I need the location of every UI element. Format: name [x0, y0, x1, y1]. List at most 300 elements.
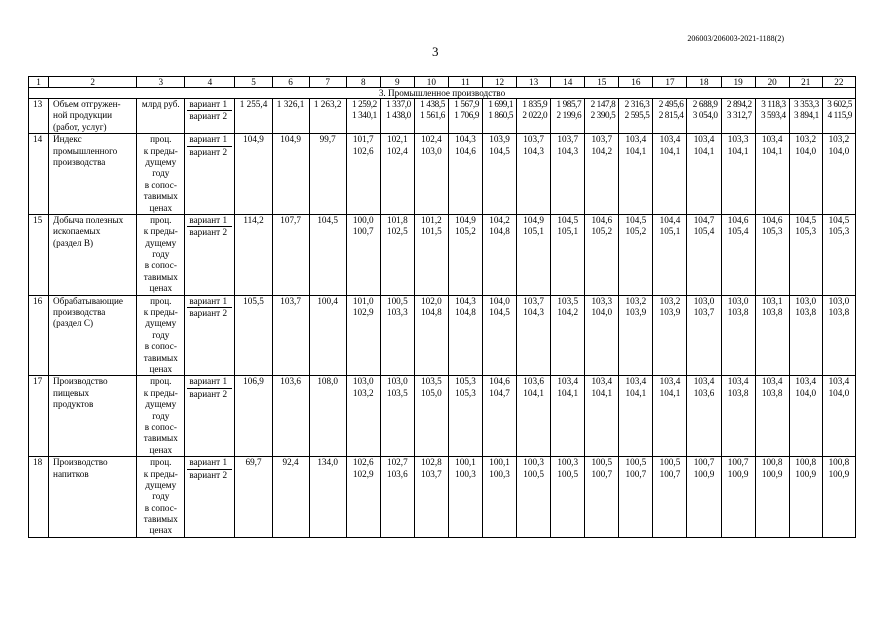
indicator-name: [49, 214, 137, 295]
forecast-value: [619, 214, 653, 295]
variant-1-value: 2 688,9: [692, 99, 718, 109]
variant-2-value: 103,9: [659, 307, 681, 318]
variant-1-value: 103,4: [625, 376, 647, 387]
page-number: 3: [432, 44, 439, 59]
variant-2-value: 104,7: [489, 387, 510, 398]
variant-labels: [185, 99, 235, 134]
variant-2-value: 104,0: [795, 145, 817, 156]
forecast-value: [448, 99, 482, 134]
indicator-name-line: Добыча полезных: [53, 214, 124, 225]
variant-2-value: 2 390,5: [590, 110, 616, 121]
forecast-value: [755, 295, 789, 376]
base-year-value: [235, 99, 272, 134]
variant-2-value: 104,3: [557, 145, 579, 156]
unit-line: дущему: [145, 479, 177, 490]
column-number-7: 7: [309, 77, 346, 88]
variant-1-value: 102,7: [386, 457, 408, 468]
variant-2-value: 104,1: [523, 387, 544, 398]
variant-2-value: 1 340,1: [352, 110, 377, 121]
variant-1-value: 101,2: [421, 214, 442, 225]
variant-1-value: 103,3: [591, 295, 613, 306]
variant-1-value: 100,1: [489, 457, 510, 468]
variant-2-value: 105,3: [761, 226, 783, 237]
forecast-value: [755, 99, 789, 134]
variant-1-value: 1 259,2: [352, 99, 377, 109]
variant-2-value: 104,1: [625, 387, 647, 398]
indicator-name-line: производства: [53, 156, 106, 167]
unit: [137, 99, 185, 134]
spacer: [51, 514, 134, 525]
variant-2-value: 100,3: [489, 468, 510, 479]
column-number-22: 22: [822, 77, 855, 88]
base-year-value-text: 105,5: [243, 295, 264, 306]
indicator-name-line: Производство: [53, 457, 108, 468]
variant-2-value: 104,2: [557, 307, 579, 318]
variant-2-value: 3 312,7: [726, 110, 752, 121]
forecast-value: [687, 134, 721, 215]
variant-2-value: 101,5: [421, 226, 442, 237]
variant-2-label: вариант 2: [187, 388, 232, 400]
forecast-value: [517, 134, 551, 215]
variant-2-value: 104,1: [557, 387, 579, 398]
variant-2-value: 103,8: [727, 307, 749, 318]
variant-2-label: вариант 2: [187, 146, 232, 158]
variant-2-value: 105,3: [455, 387, 476, 398]
unit-line: в сопос-: [144, 260, 177, 271]
variant-2-value: 105,1: [557, 226, 579, 237]
forecast-value: [448, 376, 482, 457]
base-year-value-text: 99,7: [319, 134, 336, 145]
forecast-value: [822, 295, 855, 376]
base-year-value: [235, 214, 272, 295]
table-row: [29, 295, 856, 376]
variant-1-value: 2 495,6: [658, 99, 684, 109]
spacer: [51, 364, 134, 375]
spacer: [51, 480, 134, 491]
forecast-value: [653, 457, 687, 538]
indicator-name-line: продуктов: [53, 399, 94, 410]
variant-2-value: 3 054,0: [692, 110, 718, 121]
variant-1-value: 3 118,3: [761, 99, 786, 109]
forecast-value: [619, 99, 653, 134]
row-number-text: 18: [33, 457, 43, 468]
variant-1-value: 104,5: [828, 214, 850, 225]
column-number-12: 12: [483, 77, 517, 88]
spacer: [51, 353, 134, 364]
variant-1-value: 1 835,9: [522, 99, 548, 109]
column-number-18: 18: [687, 77, 721, 88]
spacer: [51, 433, 134, 444]
forecast-value: [380, 295, 414, 376]
variant-1-value: 103,0: [693, 295, 715, 306]
column-number-11: 11: [448, 77, 482, 88]
unit-line: дущему: [145, 318, 177, 329]
spacer: [51, 260, 134, 271]
forecast-value: [483, 295, 517, 376]
variant-1-value: 100,5: [591, 457, 613, 468]
forecast-value: [346, 295, 380, 376]
variant-2-value: 100,7: [625, 468, 647, 479]
forecast-value: [517, 376, 551, 457]
base-year-value: [309, 457, 346, 538]
variant-1-value: 103,6: [523, 376, 544, 387]
variant-1-value: 100,5: [386, 295, 408, 306]
variant-2-value: 1 860,5: [488, 110, 514, 121]
forecast-value: [619, 376, 653, 457]
spacer: [51, 491, 134, 502]
variant-1-value: 100,5: [659, 457, 681, 468]
forecast-value: [483, 99, 517, 134]
indicator-name: [49, 295, 137, 376]
indicator-name: [49, 99, 137, 134]
unit-line: к преды-: [143, 226, 178, 237]
variant-1-value: 100,3: [523, 457, 544, 468]
unit-line: к преды-: [143, 387, 178, 398]
variant-2-value: 1 706,9: [454, 110, 480, 121]
variant-1-value: 103,0: [352, 376, 374, 387]
unit-line: году: [152, 249, 170, 260]
table-row: [29, 214, 856, 295]
indicator-name-line: производства: [53, 307, 106, 318]
forecast-value: [585, 214, 619, 295]
variant-1-value: 103,4: [761, 376, 783, 387]
variant-1-value: 103,0: [795, 295, 817, 306]
spacer: [51, 525, 134, 536]
column-number-6: 6: [272, 77, 309, 88]
forecast-value: [789, 376, 822, 457]
variant-1-label: вариант 1: [189, 376, 228, 387]
forecast-value: [346, 214, 380, 295]
variant-1-value: 100,5: [625, 457, 647, 468]
forecast-value: [721, 214, 755, 295]
variant-labels: [185, 457, 235, 538]
indicator-name-line: (работ, услуг): [53, 121, 107, 132]
forecast-value: [585, 457, 619, 538]
forecast-value: [448, 457, 482, 538]
variant-2-value: 100,7: [659, 468, 681, 479]
indicator-name-line: Производство: [53, 376, 108, 387]
base-year-value-text: 108,0: [317, 376, 338, 387]
column-number-1: 1: [29, 77, 49, 88]
variant-1-value: 104,6: [489, 376, 510, 387]
base-year-value: [309, 214, 346, 295]
variant-2-value: 105,1: [523, 226, 544, 237]
base-year-value-text: 104,9: [243, 134, 264, 145]
unit-line: году: [152, 329, 170, 340]
variant-1-label: вариант 1: [189, 134, 228, 145]
variant-2-value: 100,9: [761, 468, 783, 479]
unit-line: к преды-: [143, 145, 178, 156]
variant-1-value: 103,5: [557, 295, 579, 306]
forecast-value: [822, 376, 855, 457]
unit-line: ценах: [149, 525, 173, 536]
unit-line: тавимых: [143, 433, 178, 444]
forecast-value: [721, 99, 755, 134]
base-year-value: [272, 295, 309, 376]
unit: [137, 457, 185, 538]
forecast-value: [755, 134, 789, 215]
forecast-value: [380, 99, 414, 134]
forecast-value: [380, 214, 414, 295]
variant-2-value: 105,3: [795, 226, 817, 237]
forecast-value: [619, 295, 653, 376]
column-number-19: 19: [721, 77, 755, 88]
unit-line: проц.: [150, 214, 172, 225]
indicator-name-line: промышленного: [53, 145, 118, 156]
unit: [137, 214, 185, 295]
table-row: [29, 376, 856, 457]
base-year-value: [235, 295, 272, 376]
base-year-value: [272, 214, 309, 295]
variant-2-value: 4 115,9: [827, 110, 852, 121]
variant-2-value: 104,8: [489, 226, 510, 237]
variant-2-value: 103,8: [828, 307, 850, 318]
forecast-value: [585, 134, 619, 215]
variant-1-value: 104,6: [727, 214, 749, 225]
variant-1-value: 1 337,0: [386, 99, 411, 109]
base-year-value: [272, 99, 309, 134]
base-year-value-text: 92,4: [282, 457, 299, 468]
forecast-value: [346, 99, 380, 134]
column-number-5: 5: [235, 77, 272, 88]
variant-2-value: 102,9: [352, 468, 374, 479]
variant-2-value: 100,9: [693, 468, 715, 479]
forecast-value: [551, 99, 585, 134]
variant-1-value: 2 147,8: [590, 99, 616, 109]
variant-2-value: 102,9: [352, 307, 374, 318]
forecast-value: [551, 295, 585, 376]
indicator-name: [49, 457, 137, 538]
column-number-13: 13: [517, 77, 551, 88]
forecast-value: [789, 457, 822, 538]
base-year-value-text: 1 255,4: [239, 99, 268, 109]
forecast-value: [687, 214, 721, 295]
base-year-value: [309, 376, 346, 457]
forecast-value: [789, 295, 822, 376]
forecast-value: [346, 134, 380, 215]
variant-2-value: 105,2: [625, 226, 647, 237]
base-year-value: [272, 376, 309, 457]
variant-2-value: 103,0: [421, 145, 442, 156]
table-body: [29, 77, 856, 538]
variant-2-value: 2 815,4: [658, 110, 684, 121]
variant-2-value: 104,1: [761, 145, 783, 156]
spacer: [51, 168, 134, 179]
variant-1-value: 103,0: [828, 295, 850, 306]
variant-2-label: вариант 2: [187, 469, 232, 481]
column-number-21: 21: [789, 77, 822, 88]
table-row: [29, 457, 856, 538]
variant-2-label: вариант 2: [187, 226, 232, 238]
forecast-value: [687, 295, 721, 376]
row-number-text: 16: [33, 295, 43, 306]
forecast-value: [721, 134, 755, 215]
variant-1-value: 104,9: [455, 214, 476, 225]
variant-2-value: 103,6: [386, 468, 408, 479]
base-year-value: [272, 457, 309, 538]
forecast-value: [687, 99, 721, 134]
column-number-20: 20: [755, 77, 789, 88]
column-number-15: 15: [585, 77, 619, 88]
variant-1-value: 103,7: [523, 134, 544, 145]
forecast-value: [755, 214, 789, 295]
variant-1-value: 103,2: [828, 134, 850, 145]
variant-2-value: 103,7: [421, 468, 442, 479]
variant-2-value: 105,1: [659, 226, 681, 237]
base-year-value: [235, 134, 272, 215]
unit-line: ценах: [149, 283, 173, 294]
variant-1-value: 103,7: [591, 134, 613, 145]
row-number: [29, 134, 49, 215]
forecast-value: [551, 134, 585, 215]
unit-line: в сопос-: [144, 341, 177, 352]
variant-2-value: 102,6: [352, 145, 374, 156]
variant-1-value: 104,5: [625, 214, 647, 225]
spacer: [51, 445, 134, 456]
unit-line: дущему: [145, 399, 177, 410]
variant-2-value: 103,9: [625, 307, 647, 318]
variant-2-value: 104,1: [625, 145, 647, 156]
row-number: [29, 376, 49, 457]
variant-2-value: 100,3: [455, 468, 476, 479]
column-number-17: 17: [653, 77, 687, 88]
forecast-value: [619, 134, 653, 215]
column-number-14: 14: [551, 77, 585, 88]
unit-line: ценах: [149, 202, 173, 213]
unit-line: в сопос-: [144, 179, 177, 190]
spacer: [51, 203, 134, 214]
indicator-name-line: Обрабатывающие: [53, 295, 123, 306]
forecast-value: [517, 457, 551, 538]
forecast-value: [755, 457, 789, 538]
forecast-value: [653, 295, 687, 376]
column-number-10: 10: [414, 77, 448, 88]
indicator-name-line: Объем отгружен-: [53, 99, 121, 109]
variant-1-value: 1 438,5: [420, 99, 445, 109]
forecast-value: [517, 214, 551, 295]
variant-1-value: 101,8: [386, 214, 408, 225]
indicator-name-line: ной продукции: [53, 110, 113, 121]
unit-line: проц.: [150, 134, 172, 145]
forecast-value: [346, 376, 380, 457]
variant-2-value: 104,0: [591, 307, 613, 318]
forecast-value: [517, 295, 551, 376]
forecast-value: [414, 457, 448, 538]
forecast-value: [687, 457, 721, 538]
variant-1-value: 104,4: [659, 214, 681, 225]
unit-line: млрд руб.: [141, 99, 180, 109]
variant-1-value: 100,3: [557, 457, 579, 468]
variant-2-value: 105,4: [693, 226, 715, 237]
forecast-value: [721, 457, 755, 538]
base-year-value-text: 104,9: [280, 134, 301, 145]
forecast-value: [483, 214, 517, 295]
variant-1-label: вариант 1: [189, 214, 228, 225]
variant-1-value: 101,7: [352, 134, 374, 145]
table-row: [29, 134, 856, 215]
variant-1-value: 104,9: [523, 214, 544, 225]
variant-2-value: 103,8: [795, 307, 817, 318]
variant-labels: [185, 134, 235, 215]
spacer: [51, 422, 134, 433]
forecast-value: [414, 214, 448, 295]
forecast-value: [585, 295, 619, 376]
variant-1-value: 1 567,9: [454, 99, 480, 109]
row-number: [29, 457, 49, 538]
base-year-value-text: 100,4: [317, 295, 338, 306]
variant-1-value: 103,4: [591, 376, 613, 387]
variant-1-value: 100,7: [727, 457, 749, 468]
forecast-value: [585, 376, 619, 457]
spacer: [51, 330, 134, 341]
variant-2-value: 2 022,0: [522, 110, 548, 121]
variant-1-value: 104,6: [591, 214, 613, 225]
base-year-value-text: 106,9: [243, 376, 264, 387]
forecast-value: [653, 99, 687, 134]
variant-1-label: вариант 1: [189, 295, 228, 306]
base-year-value-text: 114,2: [243, 214, 264, 225]
variant-1-value: 103,1: [761, 295, 783, 306]
row-number: [29, 214, 49, 295]
base-year-value-text: 104,5: [317, 214, 338, 225]
forecast-value: [653, 214, 687, 295]
variant-1-value: 103,4: [693, 134, 715, 145]
variant-2-value: 105,2: [455, 226, 476, 237]
unit-line: тавимых: [143, 514, 178, 525]
variant-2-value: 105,2: [591, 226, 613, 237]
variant-1-value: 103,3: [727, 134, 749, 145]
forecast-value: [551, 214, 585, 295]
unit-line: дущему: [145, 237, 177, 248]
unit: [137, 295, 185, 376]
variant-1-value: 104,7: [693, 214, 715, 225]
variant-1-value: 100,1: [455, 457, 476, 468]
forecast-value: [414, 134, 448, 215]
section-row: [29, 88, 856, 99]
forecast-value: [687, 376, 721, 457]
unit-line: ценах: [149, 363, 173, 374]
variant-2-value: 104,8: [421, 307, 442, 318]
base-year-value: [235, 457, 272, 538]
forecast-value: [448, 134, 482, 215]
forecast-value: [414, 295, 448, 376]
variant-1-value: 103,4: [659, 134, 681, 145]
spacer: [51, 341, 134, 352]
forecast-value: [789, 99, 822, 134]
spacer: [51, 503, 134, 514]
variant-1-value: 103,2: [795, 134, 817, 145]
unit-line: тавимых: [143, 191, 178, 202]
variant-2-value: 104,0: [828, 387, 850, 398]
variant-1-value: 101,0: [352, 295, 374, 306]
variant-1-value: 100,8: [795, 457, 817, 468]
unit-line: в сопос-: [144, 502, 177, 513]
variant-2-value: 103,2: [352, 387, 374, 398]
variant-2-value: 104,1: [693, 145, 715, 156]
variant-1-value: 100,0: [352, 214, 374, 225]
forecast-value: [380, 457, 414, 538]
variant-1-value: 104,3: [455, 134, 476, 145]
indicator-name: [49, 376, 137, 457]
forecast-value: [551, 457, 585, 538]
spacer: [51, 272, 134, 283]
variant-2-value: 104,1: [591, 387, 613, 398]
forecast-value: [721, 295, 755, 376]
document-code: 206003/206003-2021-1188(2): [687, 34, 784, 43]
base-year-value-text: 1 326,1: [276, 99, 305, 109]
unit-line: ценах: [149, 444, 173, 455]
forecast-value: [755, 376, 789, 457]
